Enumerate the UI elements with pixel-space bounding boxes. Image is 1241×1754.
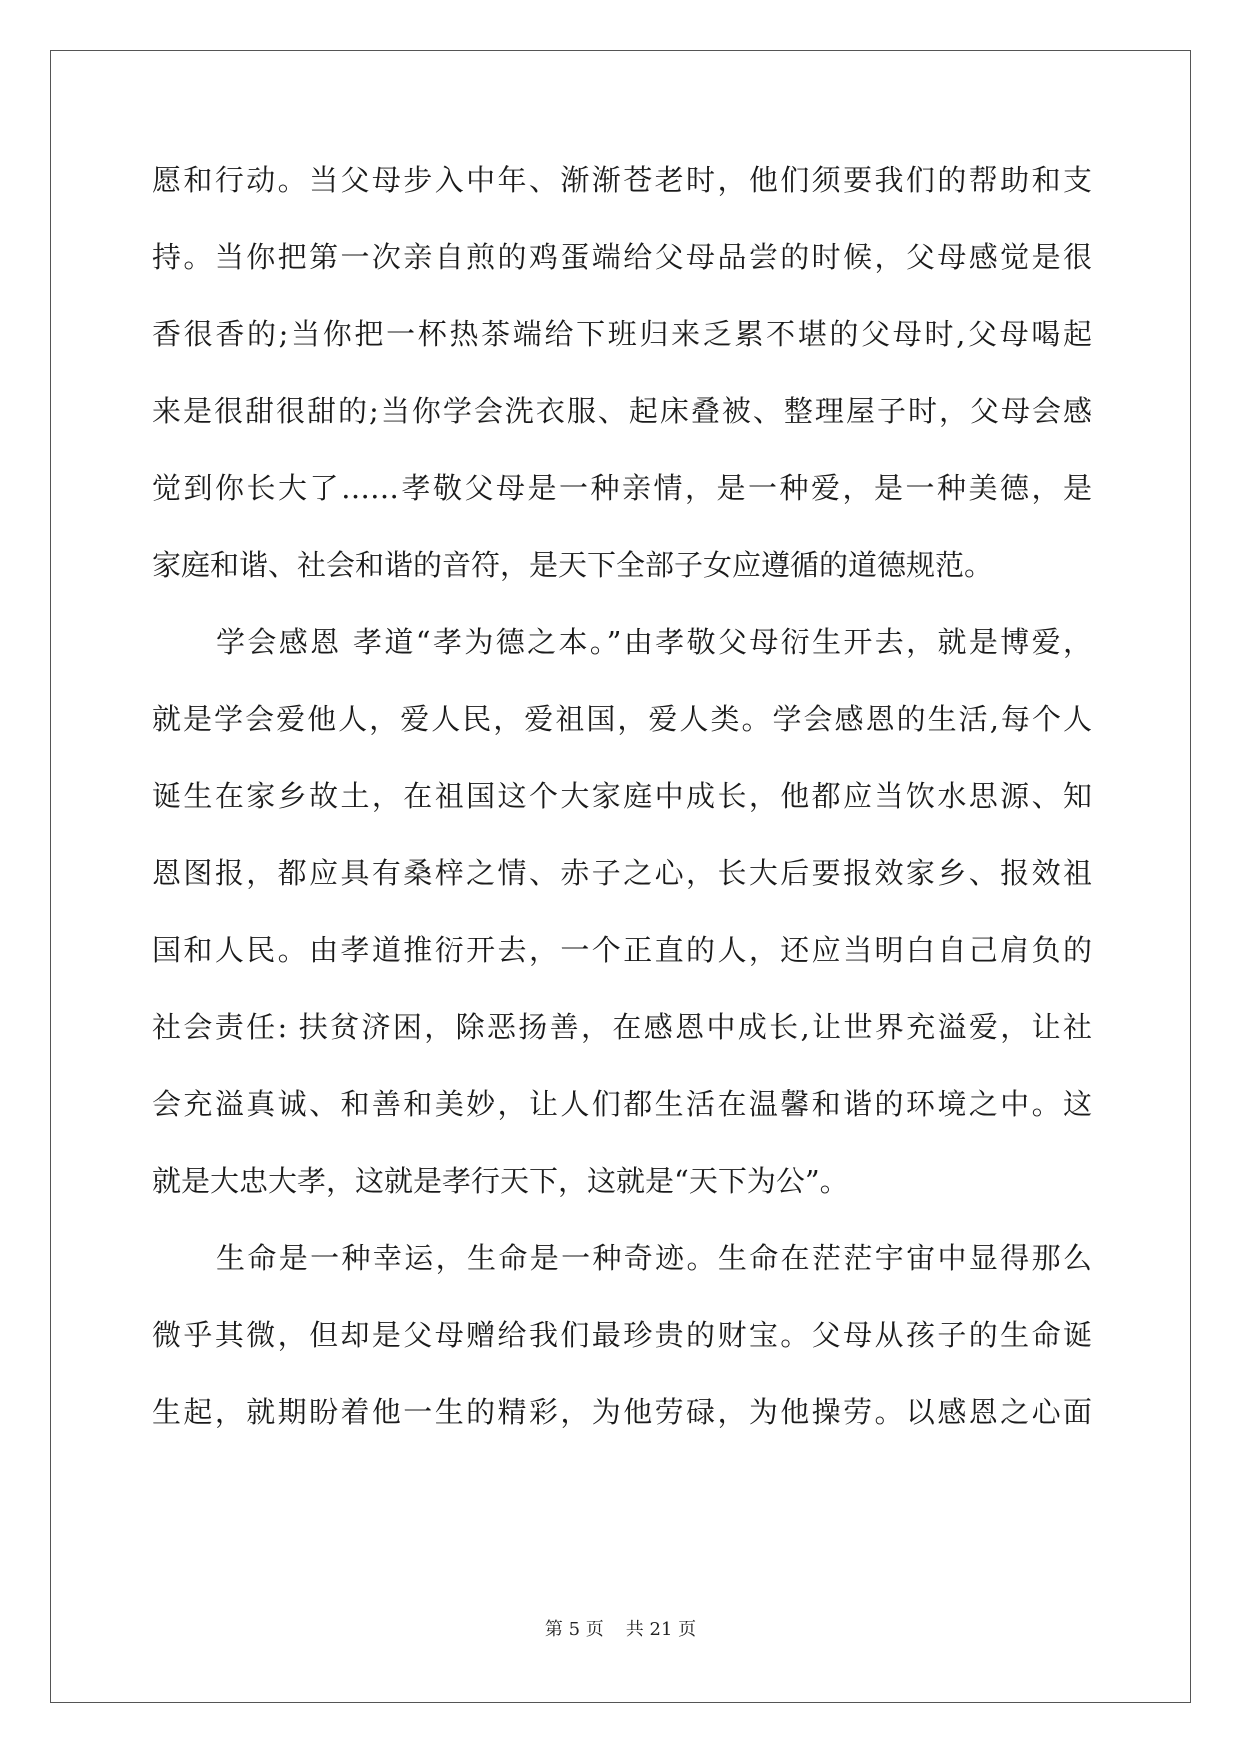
- text-line: 微乎其微，但却是父母赠给我们最珍贵的财宝。父母从孩子的生命诞: [152, 1318, 1092, 1352]
- text-line: 持。当你把第一次亲自煎的鸡蛋端给父母品尝的时候，父母感觉是很: [152, 240, 1092, 274]
- paragraph-first-line: 生命是一种幸运，生命是一种奇迹。生命在茫茫宇宙中显得那么: [216, 1241, 1092, 1275]
- text-line: 诞生在家乡故土，在祖国这个大家庭中成长，他都应当饮水思源、知: [152, 779, 1092, 813]
- paragraph-first-line: 学会感恩 孝道“孝为德之本。”由孝敬父母衍生开去，就是博爱，: [216, 625, 1092, 659]
- page-number-footer: [0, 1618, 1241, 1642]
- text-line: 香很香的;当你把一杯热茶端给下班归来乏累不堪的父母时,父母喝起: [152, 317, 1092, 351]
- text-line: 觉到你长大了……孝敬父母是一种亲情，是一种爱，是一种美德，是: [152, 471, 1092, 505]
- text-line: 愿和行动。当父母步入中年、渐渐苍老时，他们须要我们的帮助和支: [152, 163, 1092, 197]
- text-line: 国和人民。由孝道推衍开去，一个正直的人，还应当明白自己肩负的: [152, 933, 1092, 967]
- text-line: 来是很甜很甜的;当你学会洗衣服、起床叠被、整理屋子时，父母会感: [152, 394, 1092, 428]
- text-line: 社会责任: 扶贫济困，除恶扬善，在感恩中成长,让世界充溢爱，让社: [152, 1010, 1092, 1044]
- text-line: 就是学会爱他人，爱人民，爱祖国，爱人类。学会感恩的生活,每个人: [152, 702, 1092, 736]
- text-line: 恩图报，都应具有桑梓之情、赤子之心，长大后要报效家乡、报效祖: [152, 856, 1092, 890]
- text-line: 生起，就期盼着他一生的精彩，为他劳碌，为他操劳。以感恩之心面: [152, 1395, 1092, 1429]
- text-line: 就是大忠大孝，这就是孝行天下，这就是“天下为公”。: [152, 1164, 849, 1198]
- text-line: 会充溢真诚、和善和美妙，让人们都生活在温馨和谐的环境之中。这: [152, 1087, 1092, 1121]
- total-pages-label: 共 21 页: [625, 1619, 697, 1640]
- current-page-label: 第 5 页: [544, 1619, 604, 1640]
- text-line: 家庭和谐、社会和谐的音符，是天下全部子女应遵循的道德规范。: [152, 548, 994, 582]
